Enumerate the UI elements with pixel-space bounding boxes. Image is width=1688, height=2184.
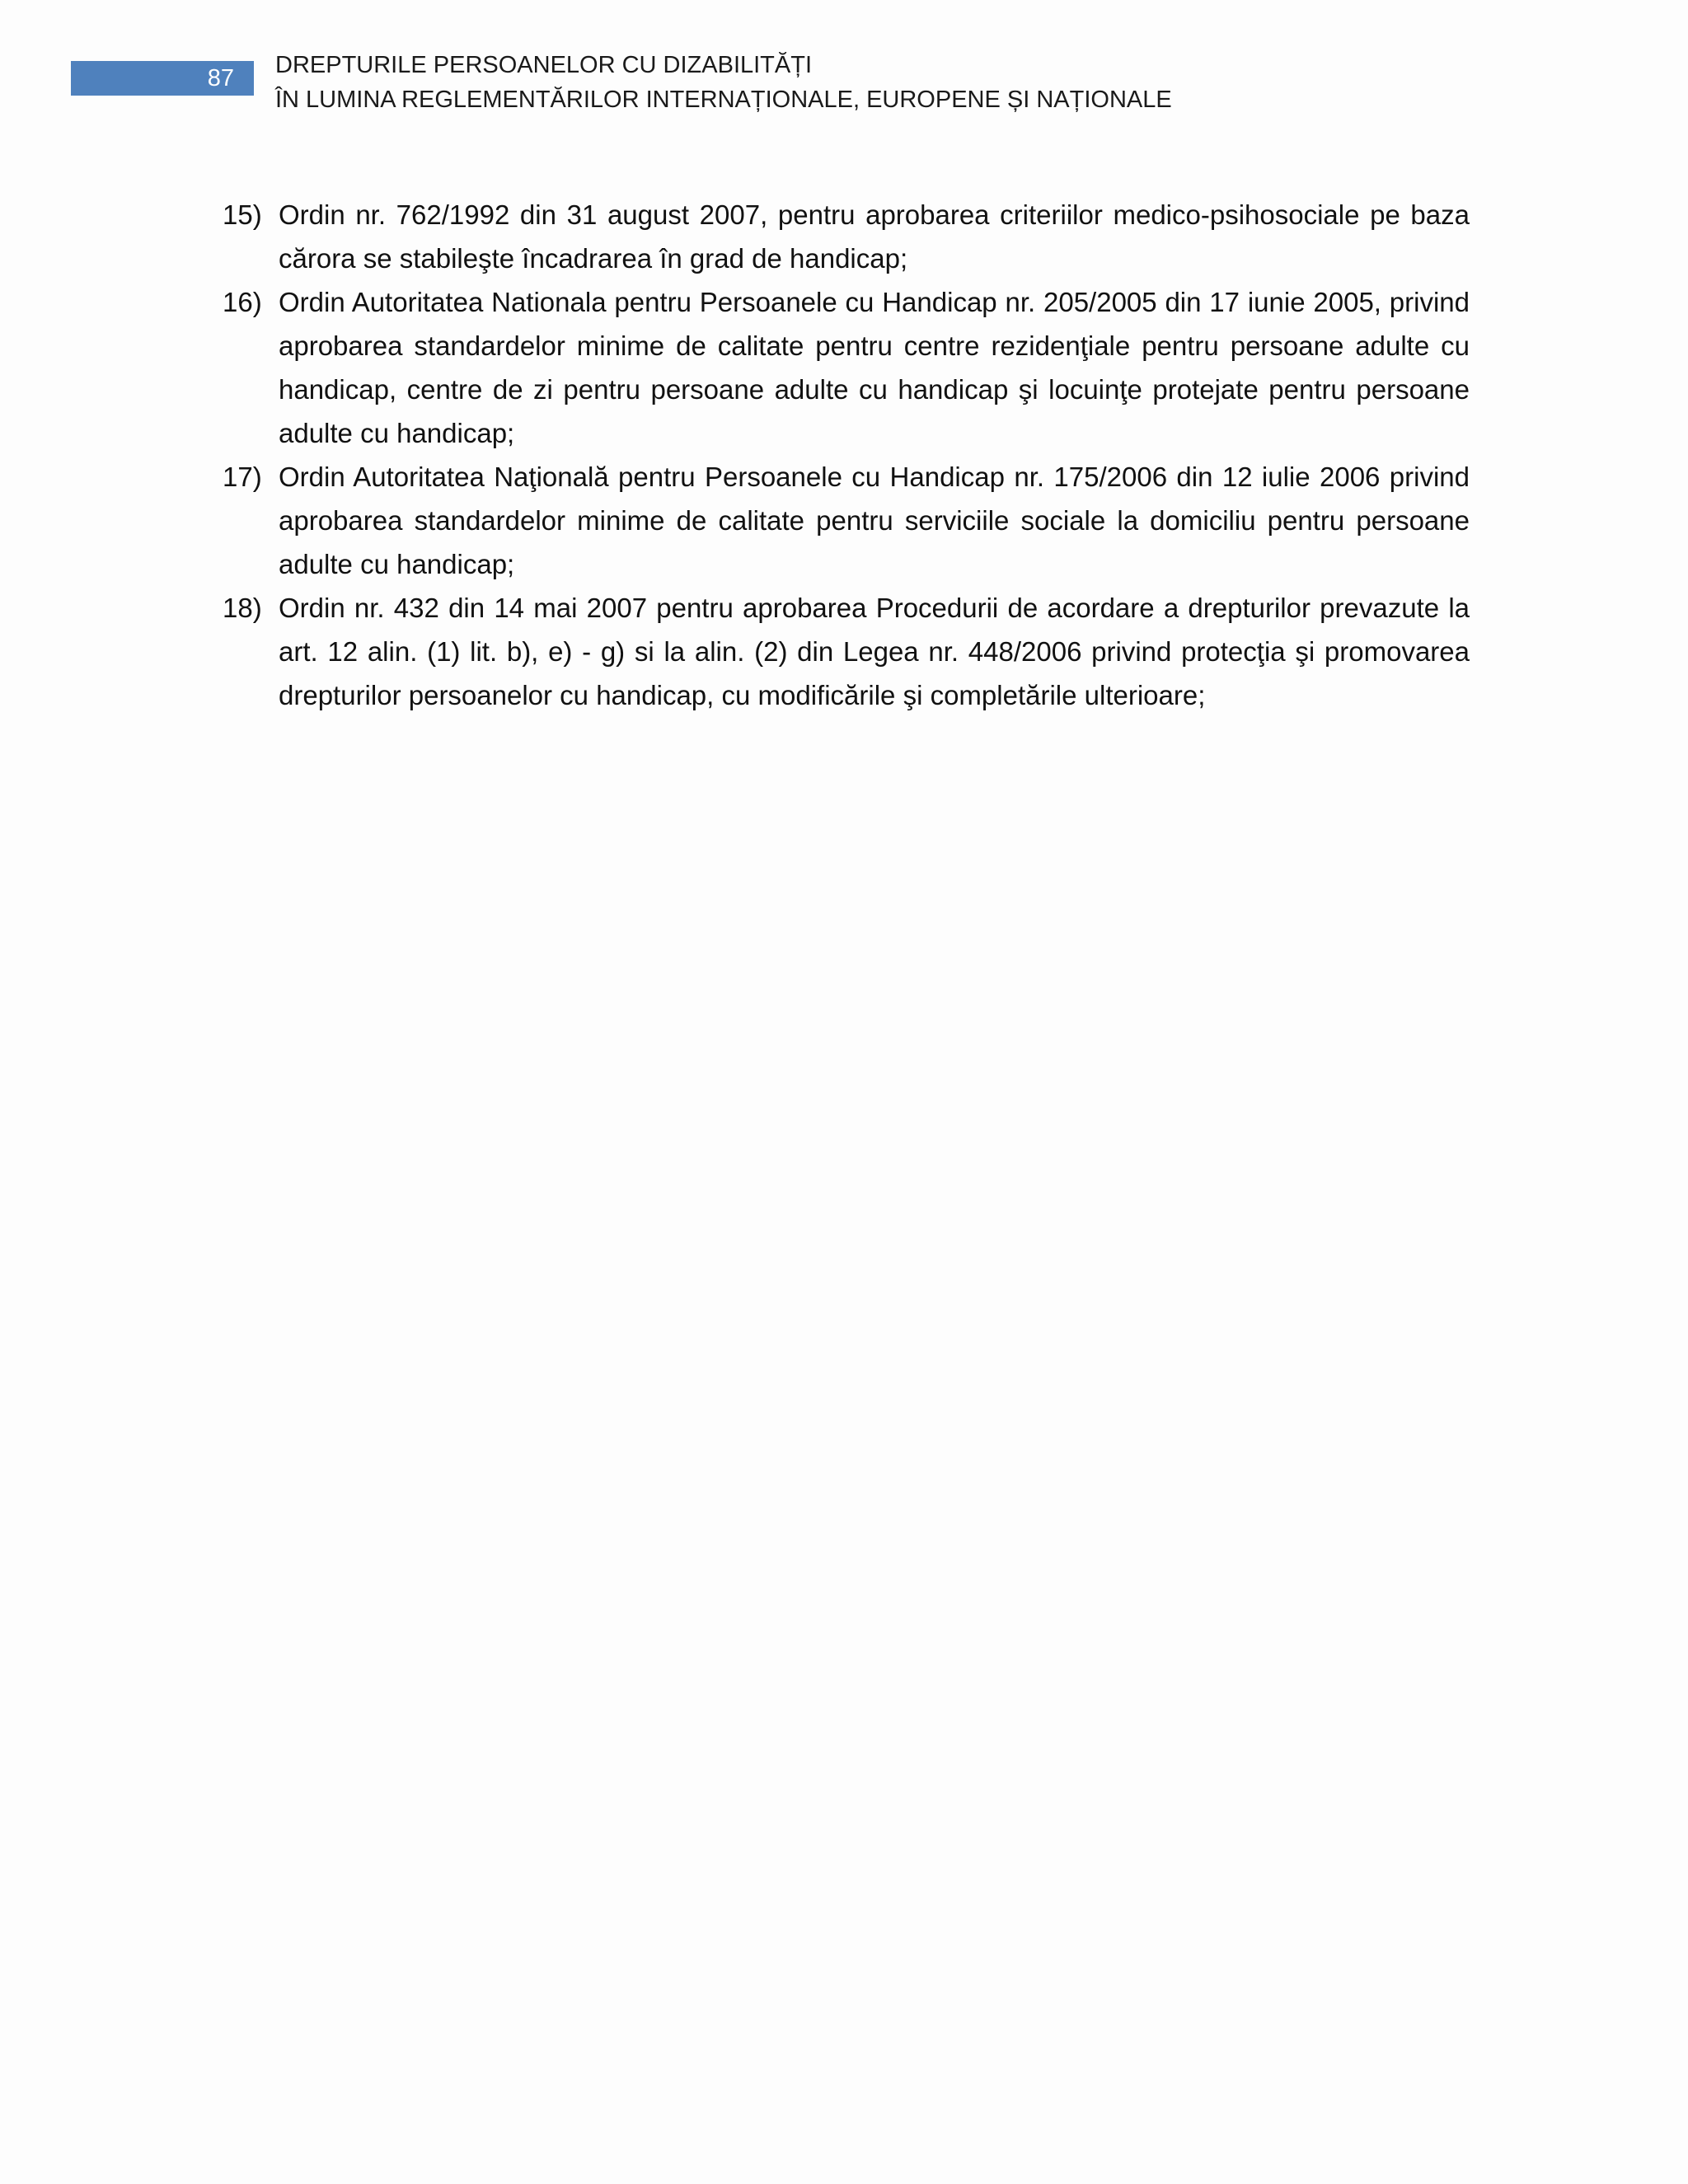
running-header-line-2: ÎN LUMINA REGLEMENTĂRILOR INTERNAȚIONALE, EUROPENE ȘI NAȚIONALE — [275, 87, 1172, 113]
page-number: 87 — [207, 65, 234, 91]
reference-text: Ordin Autoritatea Nationala pentru Persoanele cu Handicap nr. 205/2005 din 17 iunie 2005, privind aprobarea standardelor minime de calitate pentru centre rezidenţiale pentru persoane adulte cu handicap, centre de zi pentru persoane adulte cu handicap şi locuinţe protejate pentru persoane adulte cu handicap; — [279, 287, 1470, 448]
reference-number: 15) — [223, 199, 262, 230]
reference-text: Ordin nr. 762/1992 din 31 august 2007, pentru aprobarea criteriilor medico-psihosociale pe baza cărora se stabileşte încadrarea în grad de handicap; — [279, 199, 1470, 274]
reference-number: 18) — [223, 593, 262, 623]
reference-list — [223, 193, 1470, 717]
reference-item-16 — [223, 280, 1470, 455]
reference-item-15 — [223, 193, 1470, 280]
reference-number: 17) — [223, 462, 262, 492]
running-header-line-1: DREPTURILE PERSOANELOR CU DIZABILITĂȚI — [275, 52, 813, 78]
page-number-bar — [71, 61, 254, 96]
reference-number: 16) — [223, 287, 262, 317]
reference-item-18 — [223, 586, 1470, 717]
reference-text: Ordin Autoritatea Naţională pentru Persoanele cu Handicap nr. 175/2006 din 12 iulie 2006 privind aprobarea standardelor minime de calitate pentru serviciile sociale la domiciliu pentru persoane adulte cu handicap; — [279, 462, 1470, 579]
reference-text: Ordin nr. 432 din 14 mai 2007 pentru aprobarea Procedurii de acordare a drepturilor prevazute la art. 12 alin. (1) lit. b), e) - g) si la alin. (2) din Legea nr. 448/2006 privind protecţia şi promovarea drepturilor persoanelor cu handicap, cu modificările şi completările ulterioare; — [279, 593, 1470, 710]
reference-item-17 — [223, 455, 1470, 586]
running-header — [275, 48, 1172, 117]
